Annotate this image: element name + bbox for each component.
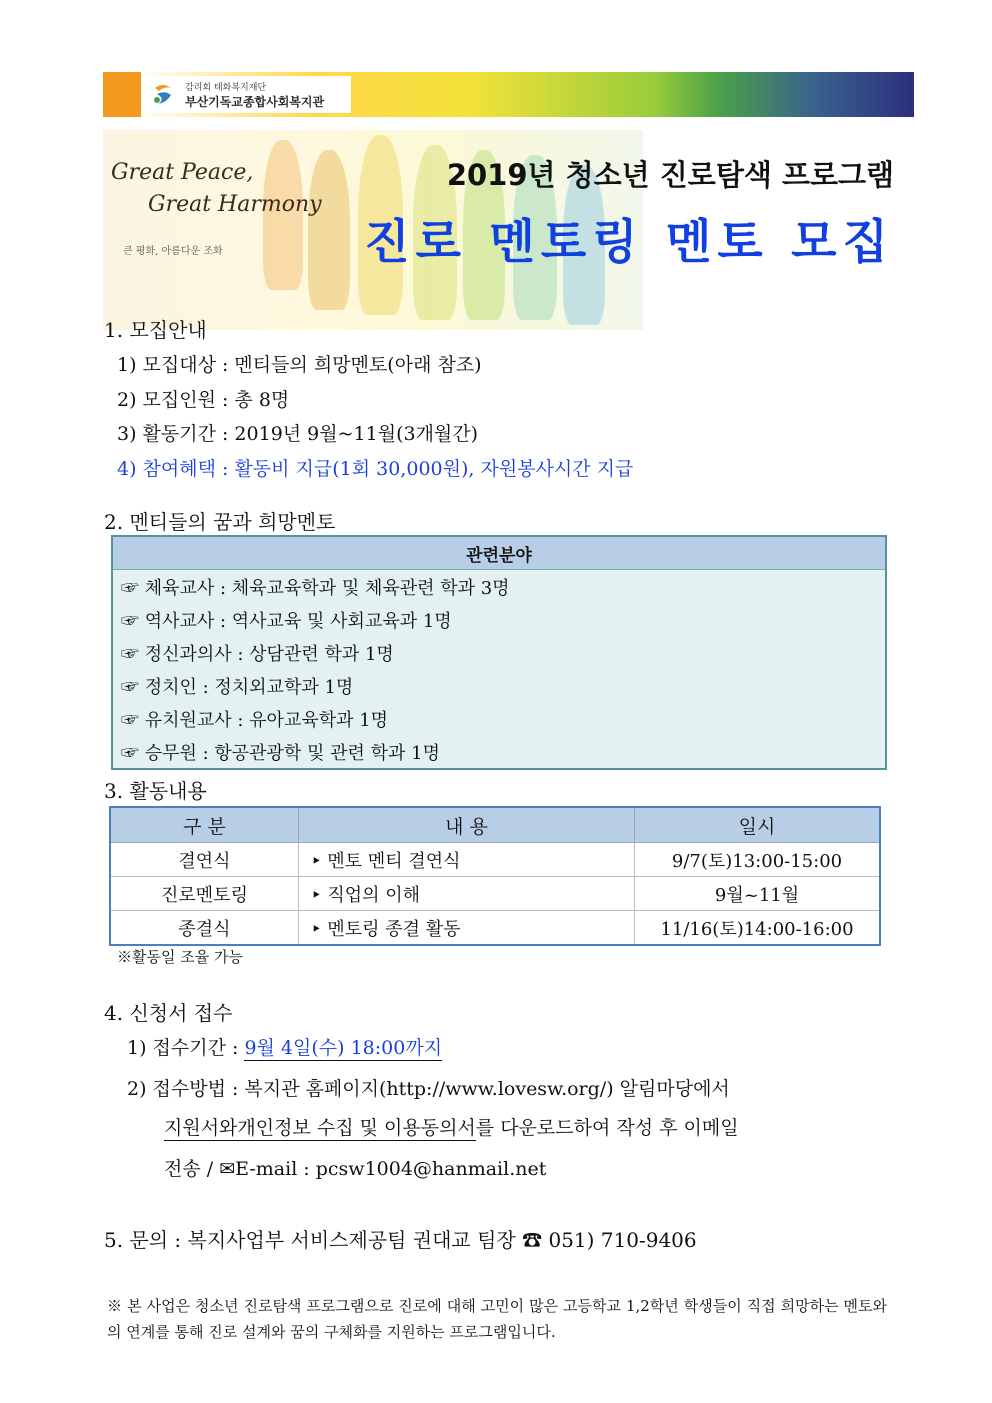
inquiry-label: 5. 문의 : <box>104 1228 182 1252</box>
cell-content: ‣ 멘토 멘티 결연식 <box>299 843 635 877</box>
cell-category: 종결식 <box>110 911 299 946</box>
org-logo <box>141 76 351 113</box>
mentor-fields-table <box>111 535 887 770</box>
org-name-small: 감리회 태화복지재단 <box>185 82 267 93</box>
method-rest: 를 다운로드하여 작성 후 이메일 <box>475 1117 739 1139</box>
column-header-content: 내 용 <box>299 807 635 843</box>
section2-heading: 2. 멘티들의 꿈과 희망멘토 <box>104 510 336 534</box>
section3-heading: 3. 활동내용 <box>104 779 207 803</box>
method-send: 전송 / <box>164 1158 220 1180</box>
activity-period: 3) 활동기간 : 2019년 9월~11월(3개월간) <box>117 423 479 445</box>
recruit-target: 1) 모집대상 : 멘티들의 희망멘토(아래 참조) <box>117 354 482 376</box>
application-documents: 지원서와개인정보 수집 및 이용동의서 <box>164 1117 476 1139</box>
program-footnote: ※ 본 사업은 청소년 진로탐색 프로그램으로 진로에 대해 고민이 많은 고등학교 1,2학년 학생들이 직접 희망하는 멘토와의 연계를 통해 진로 설계와 꿈의 구체화를 지원하는 프로그램입니다. <box>107 1297 887 1341</box>
header-bar <box>103 72 914 117</box>
cell-content: ‣ 직업의 이해 <box>299 877 635 911</box>
page-title: 2019년 청소년 진로탐색 프로그램 <box>446 158 894 192</box>
method-label: 2) 접수방법 : 복지관 홈페이지(http://www.lovesw.org/) 알림마당에서 <box>127 1078 730 1100</box>
cell-category: 진로멘토링 <box>110 877 299 911</box>
activity-table <box>109 806 881 946</box>
org-name: 부산기독교종합사회복지관 <box>185 94 325 109</box>
column-header-category: 구 분 <box>110 807 299 843</box>
table-row: ☞ 체육교사 : 체육교육학과 및 체육관련 학과 3명 <box>112 570 886 604</box>
slogan-line1: Great Peace, <box>111 160 254 185</box>
schedule-note: ※활동일 조율 가능 <box>117 948 243 966</box>
header-accent <box>103 72 141 117</box>
table-header: 관련분야 <box>112 536 886 570</box>
table-row <box>110 877 880 911</box>
recruit-count: 2) 모집인원 : 총 8명 <box>117 389 290 411</box>
cell-date: 9/7(토)13:00-15:00 <box>635 843 881 877</box>
cell-date: 9월~11월 <box>635 877 881 911</box>
table-row <box>110 843 880 877</box>
table-row: ☞ 역사교사 : 역사교육 및 사회교육과 1명 <box>112 603 886 636</box>
table-row: ☞ 유치원교사 : 유아교육학과 1명 <box>112 702 886 735</box>
cell-date: 11/16(토)14:00-16:00 <box>635 911 881 946</box>
email-icon: ✉ <box>219 1158 236 1180</box>
cell-category: 결연식 <box>110 843 299 877</box>
page-subtitle: 진로 멘토링 멘토 모집 <box>364 215 894 270</box>
participation-benefit: 4) 참여혜택 : 활동비 지급(1회 30,000원), 자원봉사시간 지급 <box>117 458 634 480</box>
inquiry-phone: 051) 710-9406 <box>548 1228 697 1252</box>
slogan-line2: Great Harmony <box>148 192 322 217</box>
org-logo-icon <box>149 80 179 110</box>
inquiry-contact: 복지사업부 서비스제공팀 권대교 팀장 <box>187 1228 516 1252</box>
email-address: E-mail : pcsw1004@hanmail.net <box>235 1158 547 1180</box>
period-value: 9월 4일(수) 18:00까지 <box>244 1037 443 1059</box>
table-row: ☞ 정치인 : 정치외교학과 1명 <box>112 669 886 702</box>
slogan-line3: 큰 평화, 아름다운 조화 <box>123 246 223 257</box>
table-row: ☞ 정신과의사 : 상담관련 학과 1명 <box>112 636 886 669</box>
period-label: 1) 접수기간 : <box>127 1037 239 1059</box>
section4-heading: 4. 신청서 접수 <box>104 1001 233 1025</box>
column-header-date: 일시 <box>635 807 881 843</box>
table-row <box>110 911 880 946</box>
section1-heading: 1. 모집안내 <box>104 318 207 342</box>
cell-content: ‣ 멘토링 종결 활동 <box>299 911 635 946</box>
phone-icon: ☎ <box>522 1228 543 1252</box>
table-row: ☞ 승무원 : 항공관광학 및 관련 학과 1명 <box>112 735 886 769</box>
